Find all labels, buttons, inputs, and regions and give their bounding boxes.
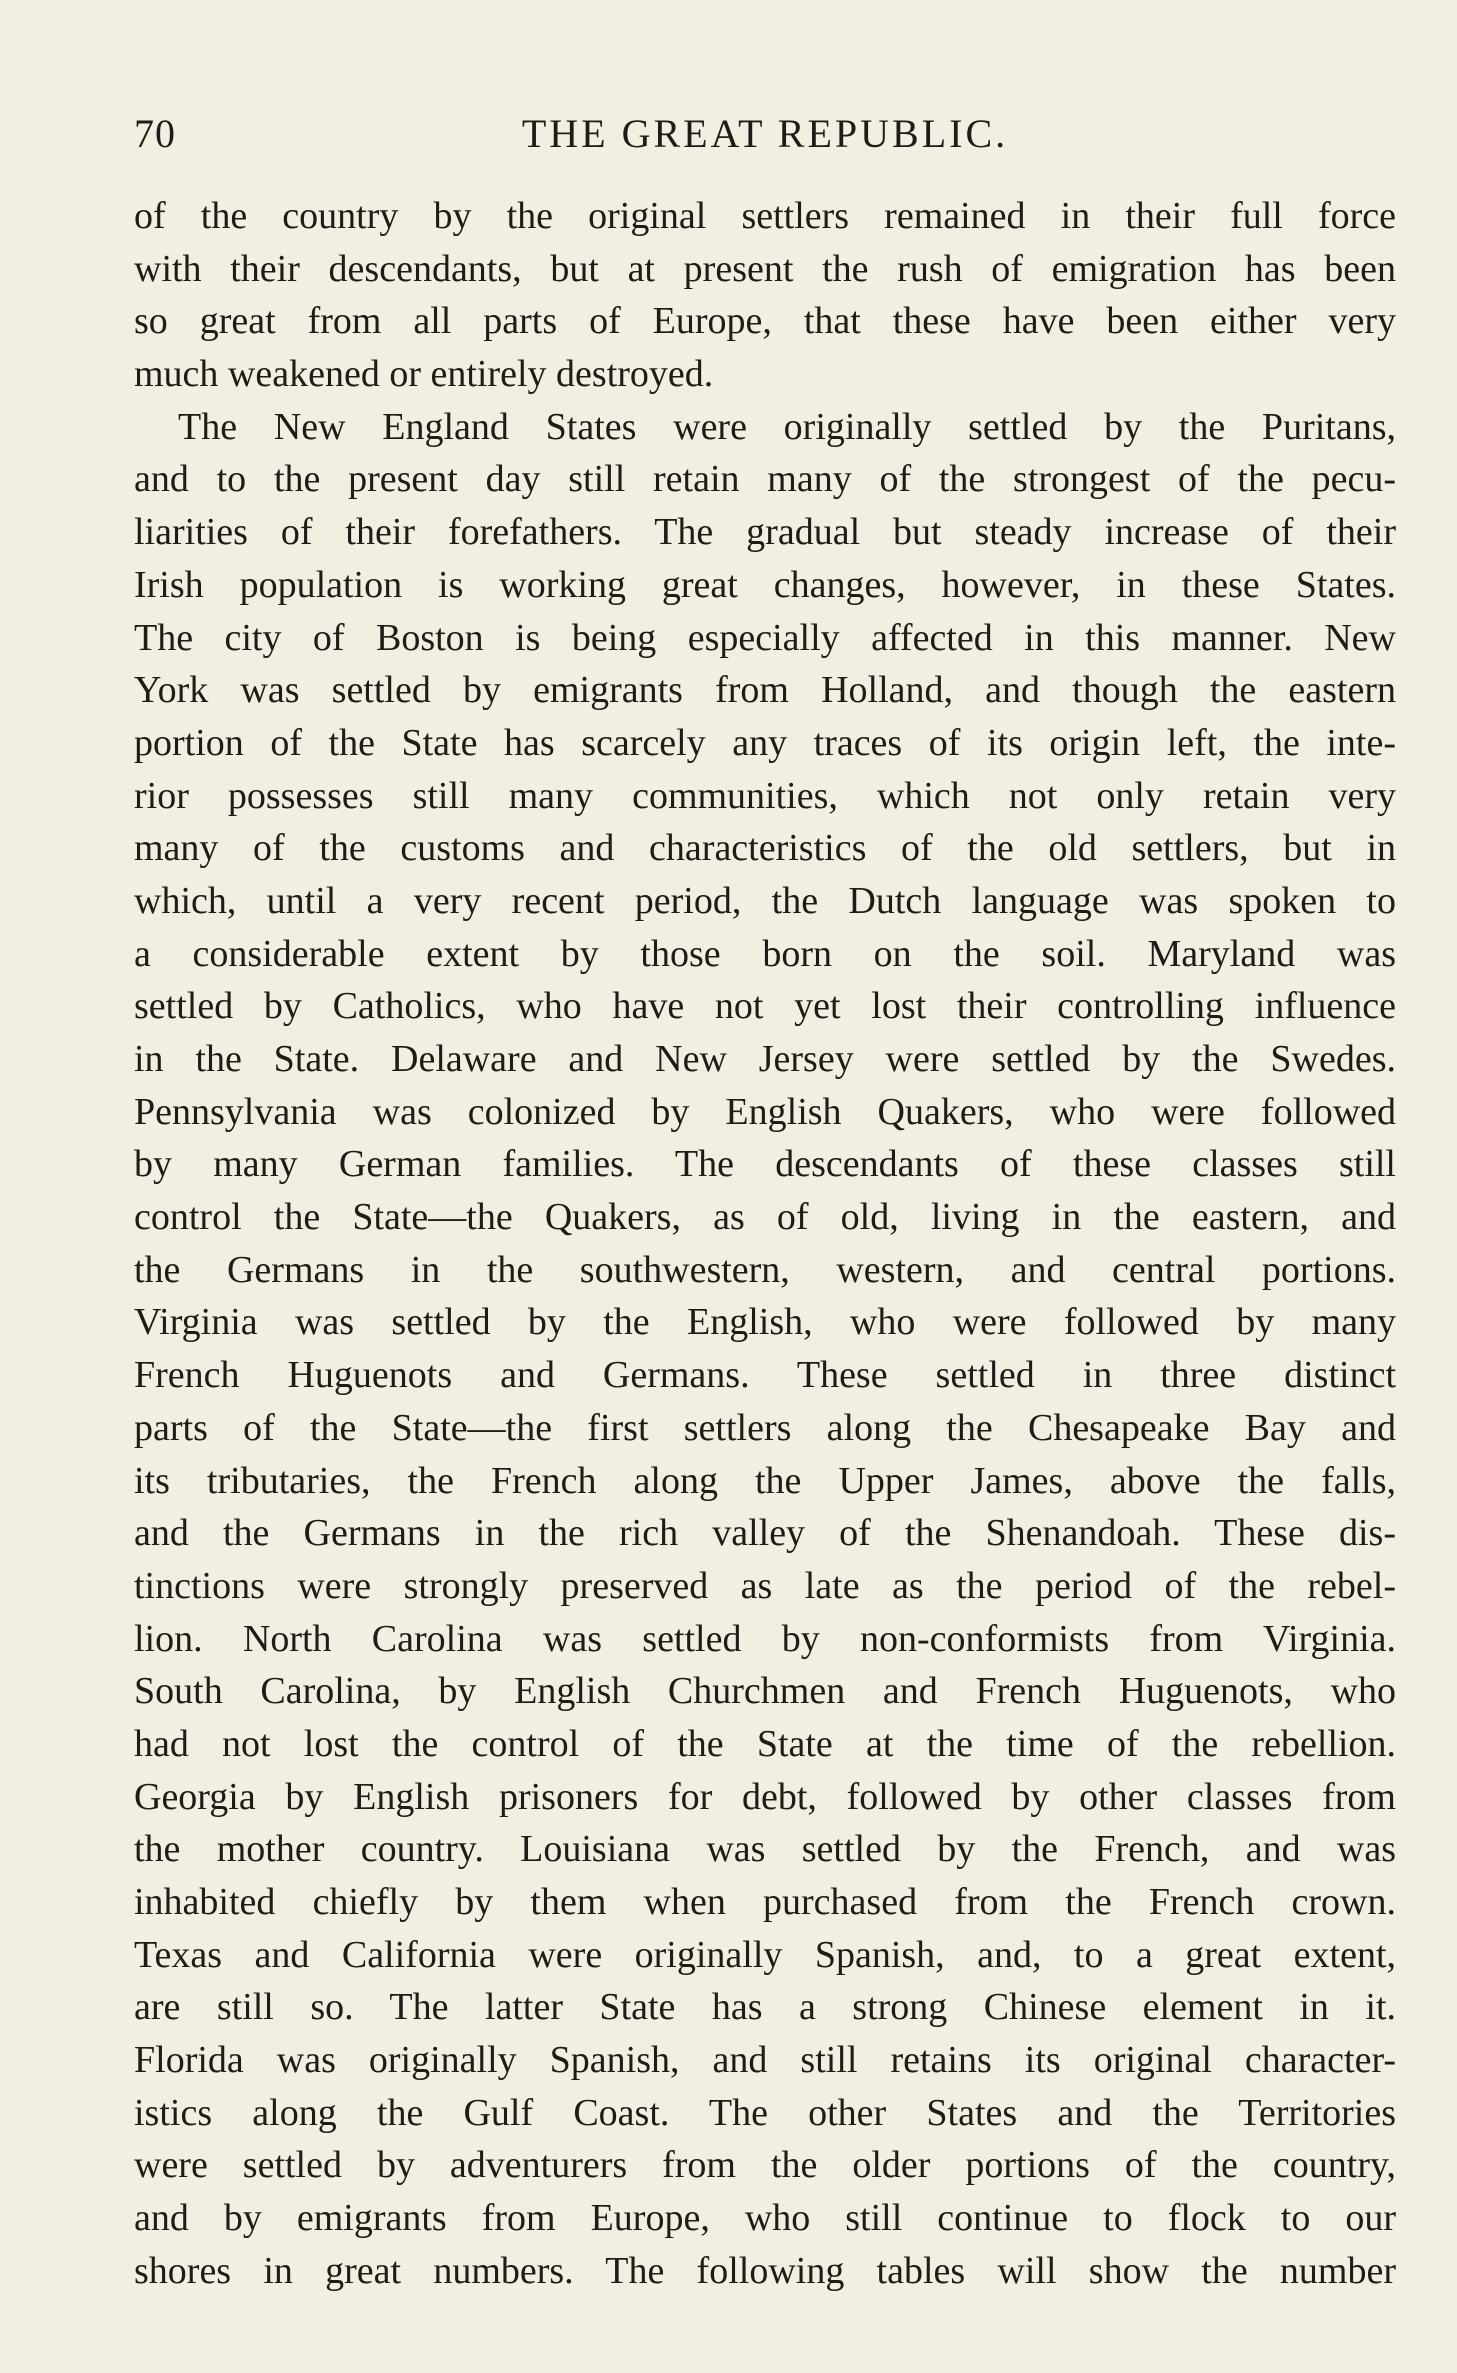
text-line: so great from all parts of Europe, that these have been either very bbox=[134, 300, 1396, 343]
text-line: Virginia was settled by the English, who were followed by many bbox=[134, 1301, 1396, 1344]
text-line: control the State—the Quakers, as of old, living in the eastern, and bbox=[134, 1196, 1396, 1239]
text-line: Pennsylvania was colonized by English Quakers, who were followed bbox=[134, 1090, 1396, 1133]
text-line: French Huguenots and Germans. These settled in three distinct bbox=[134, 1354, 1396, 1397]
text-line: by many German families. The descendants of these classes still bbox=[134, 1143, 1396, 1186]
text-line: and the Germans in the rich valley of the Shenandoah. These dis- bbox=[134, 1512, 1396, 1555]
text-line: tinctions were strongly preserved as late as the period of the rebel- bbox=[134, 1564, 1396, 1607]
text-line: of the country by the original settlers remained in their full force bbox=[134, 195, 1396, 237]
text-line: liarities of their forefathers. The gradual but steady increase of their bbox=[134, 511, 1396, 554]
text-line: shores in great numbers. The following tables will show the number bbox=[134, 2249, 1396, 2292]
text-line: were settled by adventurers from the older portions of the country, bbox=[134, 2144, 1396, 2187]
text-line: and to the present day still retain many of the strongest of the pecu- bbox=[134, 458, 1396, 501]
body-text bbox=[134, 190, 1396, 2298]
text-line: Texas and California were originally Spanish, and, to a great extent, bbox=[134, 1933, 1396, 1976]
text-line: with their descendants, but at present the rush of emigration has been bbox=[134, 247, 1396, 290]
text-line: the mother country. Louisiana was settled by the French, and was bbox=[134, 1828, 1396, 1871]
text-line: many of the customs and characteristics of the old settlers, but in bbox=[134, 827, 1396, 870]
text-line: Irish population is working great changes, however, in these States. bbox=[134, 563, 1396, 606]
text-line: South Carolina, by English Churchmen and French Huguenots, who bbox=[134, 1670, 1396, 1713]
text-line: The city of Boston is being especially affected in this manner. New bbox=[134, 616, 1396, 659]
text-line: are still so. The latter State has a strong Chinese element in it. bbox=[134, 1986, 1396, 2029]
paragraph-start-line: The New England States were originally settled by the Puritans, bbox=[178, 405, 1396, 448]
text-line: which, until a very recent period, the Dutch language was spoken to bbox=[134, 879, 1396, 922]
text-line: in the State. Delaware and New Jersey were settled by the Swedes. bbox=[134, 1038, 1396, 1080]
text-line: its tributaries, the French along the Upper James, above the falls, bbox=[134, 1459, 1396, 1502]
text-line: istics along the Gulf Coast. The other States and the Territories bbox=[134, 2091, 1396, 2134]
page-header bbox=[134, 110, 1396, 160]
text-line: the Germans in the southwestern, western, and central portions. bbox=[134, 1248, 1396, 1291]
text-line: Florida was originally Spanish, and still retains its original character- bbox=[134, 2039, 1396, 2082]
text-line: and by emigrants from Europe, who still continue to flock to our bbox=[134, 2197, 1396, 2240]
text-line: portion of the State has scarcely any traces of its origin left, the inte- bbox=[134, 721, 1396, 764]
text-line: Georgia by English prisoners for debt, followed by other classes from bbox=[134, 1775, 1396, 1818]
running-title: THE GREAT REPUBLIC. bbox=[521, 111, 1009, 156]
text-line: rior possesses still many communities, which not only retain very bbox=[134, 774, 1396, 817]
page-number: 70 bbox=[134, 111, 176, 156]
text-line: a considerable extent by those born on the soil. Maryland was bbox=[134, 932, 1396, 975]
text-line: inhabited chiefly by them when purchased from the French crown. bbox=[134, 1881, 1396, 1923]
text-line: York was settled by emigrants from Holland, and though the eastern bbox=[134, 669, 1396, 712]
text-line: had not lost the control of the State at the time of the rebellion. bbox=[134, 1722, 1396, 1765]
text-line: lion. North Carolina was settled by non-conformists from Virginia. bbox=[134, 1617, 1396, 1660]
text-line: much weakened or entirely destroyed. bbox=[134, 353, 714, 396]
text-line: settled by Catholics, who have not yet lost their controlling influence bbox=[134, 985, 1396, 1028]
text-line: parts of the State—the first settlers along the Chesapeake Bay and bbox=[134, 1406, 1396, 1449]
